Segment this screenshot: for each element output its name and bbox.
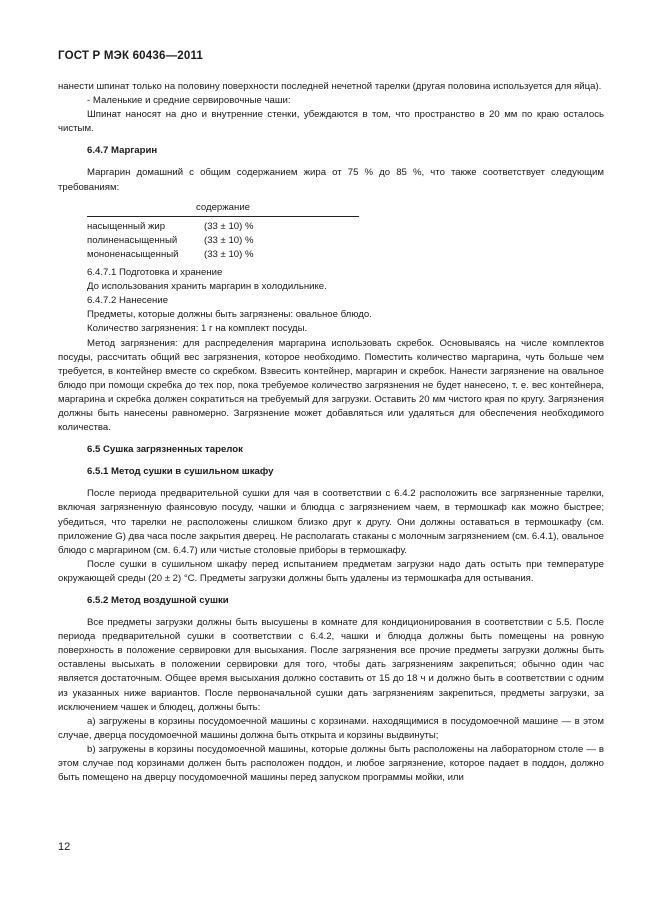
table-cell-name: насыщенный жир (87, 220, 166, 232)
paragraph: После сушки в сушильном шкафу перед испытанием предметам загрузки надо дать остыть при температуре окружающей среды (20 ± 2) °С. Предметы загрузки должны быть удалены из термошкафа для остывания. (58, 558, 604, 584)
list-item: а) загружены в корзины посудомоечной машины с корзинами. находящимися в посудомоечной машине — в этом случае, дверца посудомоечной машины должна быть открыта и корзины выдвинуты; (58, 715, 604, 741)
table-header: содержание (87, 201, 359, 217)
paragraph: Маргарин домашний с общим содержанием жира от 75 % до 85 %, что также соответствует следующим требованиям: (58, 167, 604, 193)
section-heading: 6.4.7 Маргарин (87, 145, 158, 157)
paragraph: Шпинат наносят на дно и внутренние стенки, убеждаются в том, что пространство в 20 мм по краю осталось чистым. (58, 109, 604, 135)
section-heading: 6.5.1 Метод сушки в сушильном шкафу (87, 466, 274, 478)
page-number: 12 (58, 841, 71, 853)
paragraph: Количество загрязнения: 1 г на комплект посуды. (87, 323, 308, 335)
table-row (87, 234, 254, 248)
paragraph: нанести шпинат только на половину поверхности последней нечетной тарелки (другая половина используется для яйца). (58, 81, 602, 92)
subsection-heading: 6.4.7.2 Нанесение (87, 295, 169, 307)
list-item: - Маленькие и средние сервировочные чаши: (87, 95, 291, 107)
paragraph: Все предметы загрузки должны быть высушены в комнате для кондиционирования в соответствии с 5.5. После периода предварительной сушки в соответствии с 6.4.2, чашки и блюдца должны быть помещены на ровную поверхность в положение сервировки для высыхания. После загрязнения все прочие предметы загрузки должны быть оставлены высыхать в положении сервировки для того, чтобы дать загрязнениям закрепиться; обычно один час является достаточным. Общее время высыхания должно составить от 15 до 18 ч и должно быть в соответствии с одним из указанных ниже вариантов. После первоначальной сушки дать загрязнениям закрепиться, предметы загрузки, за исключением чашек и блюдец, должны быть: (58, 617, 604, 713)
table-row (87, 220, 254, 234)
table-cell-value: (33 ± 10) % (204, 248, 254, 260)
section-heading: 6.5.2 Метод воздушной сушки (87, 595, 229, 606)
table-cell-name: мононенасыщенный (87, 248, 179, 260)
subsection-heading: 6.4.7.1 Подготовка и хранение (87, 267, 223, 279)
paragraph: После периода предварительной сушки для чая в соответствии с 6.4.2 расположить все загрязненные тарелки, включая загрязненную фаянсовую посуду, чашки и блюдца с загрязнением чаем, в термошкаф как можно быстрее; убедиться, что тарелки не расположены слишком близко друг к другу. Они должны оставаться в термошкафу (см. приложение G) два часа после закрытия дверец. Не располагать стаканы с молочным загрязнением (см. 6.4.1), овальное блюдо с маргарином (см. 6.4.7) или чистые столовые приборы в термошкафу. (58, 488, 604, 556)
table-cell-value: (33 ± 10) % (204, 220, 254, 232)
paragraph: Предметы, которые должны быть загрязнены: овальное блюдо. (87, 309, 372, 321)
table-row (87, 248, 254, 262)
section-heading: 6.5 Сушка загрязненных тарелок (87, 444, 243, 456)
list-item: b) загружены в корзины посудомоечной машины, которые должны быть расположены на лабораторном столе — в этом случае под корзинами должен быть расположен поддон, и любое загрязнение, которое падает в поддон, должно быть помещено на дверцу посудомоечной машины перед запуском программы мойки, или (58, 743, 604, 784)
table-cell-value: (33 ± 10) % (204, 234, 254, 246)
document-body (58, 80, 604, 785)
paragraph: До использования хранить маргарин в холодильнике. (87, 281, 327, 293)
table-cell-name: полиненасыщенный (87, 234, 178, 246)
document-header: ГОСТ Р МЭК 60436—2011 (58, 50, 204, 62)
fat-composition-table (87, 220, 254, 262)
paragraph: Метод загрязнения: для распределения маргарина использовать скребок. Основываясь на числе комплектов посуды, рассчитать общий вес загрязнения, которое необходимо. Поместить количество маргарина, чуть больше чем требуется, в контейнер вместе со скребком. Взвесить контейнер, маргарин и скребок. Нанести загрязнение на овальное блюдо при помощи скребка до тех пор, пока требуемое количество загрязнения не будет нанесено, т. е. вес контейнера, маргарина и скребка должен сократиться на требуемый для загрузки. Оставить 20 мм чистого края по кругу. Загрязнения должны быть нанесены равномерно. Загрязнение может добавляться или удаляться для обеспечения необходимого количества. (58, 337, 604, 434)
